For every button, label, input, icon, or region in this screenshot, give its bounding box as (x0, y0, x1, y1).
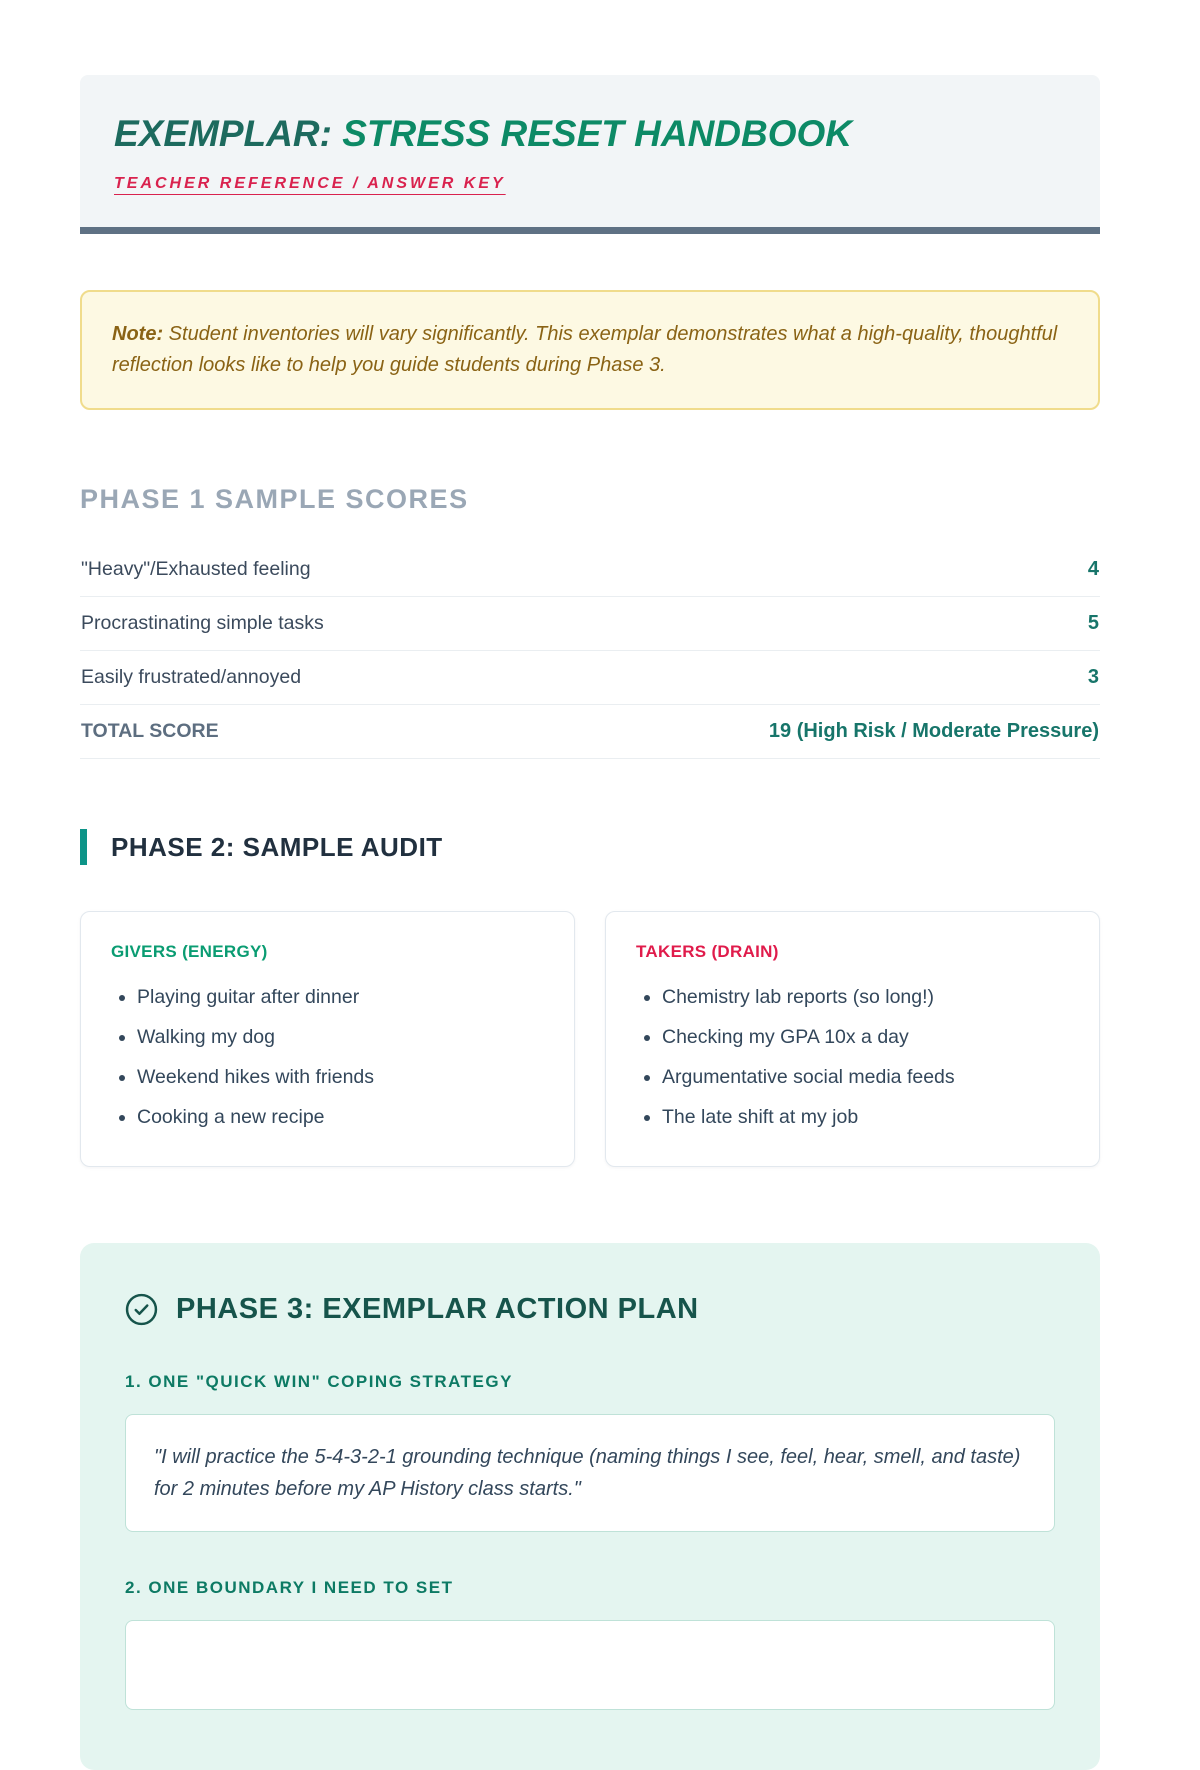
phase2-section (80, 829, 1100, 1167)
score-row (80, 543, 1100, 597)
list-item: • Checking my GPA 10x a day (662, 1026, 1069, 1049)
phase3-subheading-quick-win: 1. ONE "QUICK WIN" COPING STRATEGY (125, 1372, 513, 1391)
list-item: • Walking my dog (137, 1026, 544, 1049)
score-row-label: Procrastinating simple tasks (81, 612, 324, 634)
score-row-value: 5 (1087, 612, 1099, 634)
audit-cards (80, 911, 1100, 1167)
header-divider-bar (80, 227, 1100, 234)
score-total-value: 19 (High Risk / Moderate Pressure) (768, 720, 1099, 742)
note-label: Note: (112, 323, 164, 345)
phase1-heading: PHASE 1 SAMPLE SCORES (80, 484, 469, 514)
phase3-subheading-boundary: 2. ONE BOUNDARY I NEED TO SET (125, 1578, 454, 1597)
header-box (80, 75, 1100, 227)
boundary-quote-box (125, 1620, 1055, 1710)
page-title (114, 113, 1066, 155)
score-total-label: TOTAL SCORE (81, 720, 219, 742)
phase2-title: PHASE 2: SAMPLE AUDIT (111, 831, 443, 862)
list-item: • Weekend hikes with friends (137, 1066, 544, 1089)
list-item: • Cooking a new recipe (137, 1106, 544, 1129)
page-subtitle: TEACHER REFERENCE / ANSWER KEY (114, 175, 506, 192)
phase2-heading (80, 829, 1100, 865)
check-circle-icon (125, 1293, 158, 1326)
quick-win-quote-box (125, 1414, 1055, 1532)
list-item: • Argumentative social media feeds (662, 1066, 1069, 1089)
list-item: • Playing guitar after dinner (137, 986, 544, 1009)
givers-card (80, 911, 575, 1167)
score-row (80, 597, 1100, 651)
takers-heading: TAKERS (DRAIN) (636, 942, 779, 961)
score-row-value: 3 (1087, 666, 1099, 688)
score-total-row (80, 705, 1100, 759)
score-table (80, 543, 1100, 759)
document-page (80, 0, 1100, 1770)
page-title-main: STRESS RESET HANDBOOK (342, 113, 853, 154)
takers-list (636, 986, 1069, 1129)
quick-win-quote-text: "I will practice the 5-4-3-2-1 grounding technique (naming things I see, feel, hear, smell, and taste) for 2 minutes before my AP History class starts." (154, 1446, 1021, 1500)
takers-card (605, 911, 1100, 1167)
score-row-label: Easily frustrated/annoyed (81, 666, 302, 688)
document-header (80, 75, 1100, 234)
heading-accent-bar (80, 829, 87, 865)
page-title-prefix: EXEMPLAR: (114, 113, 332, 154)
phase1-section (80, 484, 1100, 759)
list-item: • The late shift at my job (662, 1106, 1069, 1129)
score-row (80, 651, 1100, 705)
note-text: Student inventories will vary significantly. This exemplar demonstrates what a high-quality, thoughtful reflection looks like to help you guide students during Phase 3. (112, 323, 1058, 376)
list-item: • Chemistry lab reports (so long!) (662, 986, 1069, 1009)
score-row-value: 4 (1087, 558, 1099, 580)
phase3-panel (80, 1243, 1100, 1770)
givers-list (111, 986, 544, 1129)
givers-heading: GIVERS (ENERGY) (111, 942, 268, 961)
score-row-label: "Heavy"/Exhausted feeling (81, 558, 311, 580)
phase3-title: PHASE 3: EXEMPLAR ACTION PLAN (176, 1293, 699, 1325)
phase3-header (125, 1293, 1055, 1326)
teacher-note-callout (80, 290, 1100, 410)
